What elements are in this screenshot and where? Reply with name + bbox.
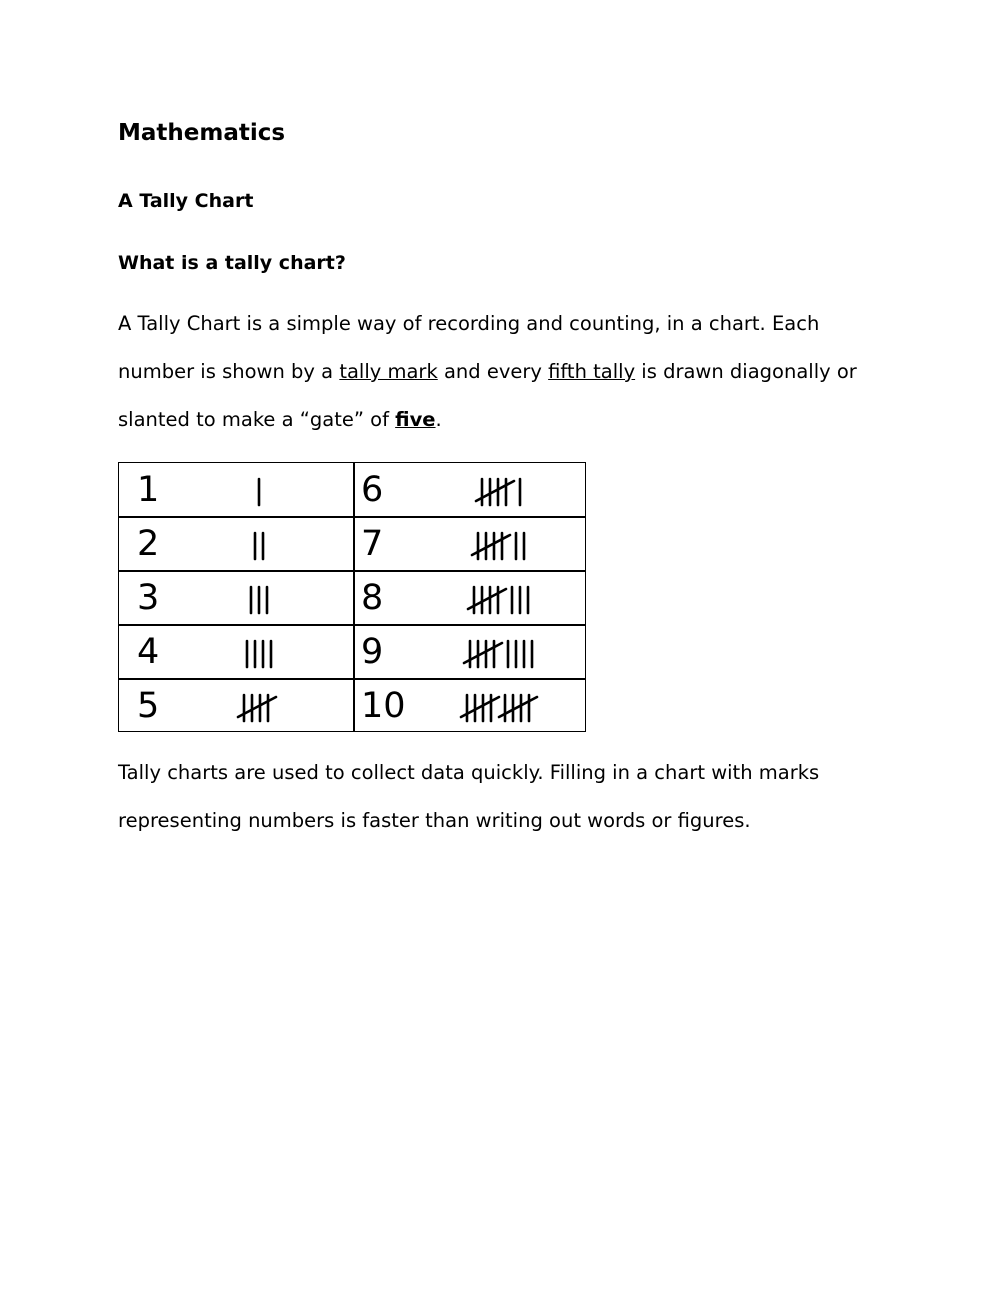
outro-paragraph: Tally charts are used to collect data quickly. Filling in a chart with marks representing numbers is faster than writing out words or figures. <box>118 761 820 832</box>
tally-marks <box>211 517 371 571</box>
tally-marks <box>211 571 371 625</box>
tally-number-cell <box>137 517 207 571</box>
tally-marks <box>445 679 605 733</box>
tally-number-cell <box>361 571 431 625</box>
intro-paragraph <box>118 300 898 444</box>
tally-number: 4 <box>137 631 160 672</box>
tally-number-cell <box>361 625 431 679</box>
tally-number-cell <box>361 463 431 517</box>
tally-marks <box>211 625 371 679</box>
tally-number: 8 <box>361 577 384 618</box>
tally-number: 3 <box>137 577 160 618</box>
tally-number: 5 <box>137 685 160 726</box>
tally-marks <box>211 679 371 733</box>
tally-number-cell <box>137 571 207 625</box>
tally-number-cell <box>137 463 207 517</box>
tally-number-cell <box>361 679 431 733</box>
intro-text-3: is drawn diagonally or slanted to make a “gate” of <box>118 360 857 431</box>
tally-number: 1 <box>137 469 160 510</box>
question-heading: What is a tally chart? <box>118 252 346 274</box>
tally-chart-table <box>118 462 586 732</box>
tally-marks <box>445 625 605 679</box>
tally-number: 9 <box>361 631 384 672</box>
tally-number: 2 <box>137 523 160 564</box>
tally-marks <box>211 463 371 517</box>
tally-marks <box>445 571 605 625</box>
tally-marks <box>445 517 605 571</box>
section-title: A Tally Chart <box>118 190 254 212</box>
tally-number-cell <box>137 625 207 679</box>
fifth-tally-term: fifth tally <box>548 360 636 383</box>
tally-number-cell <box>137 679 207 733</box>
page-title: Mathematics <box>118 120 286 146</box>
intro-text-4: . <box>435 408 442 431</box>
five-term: five <box>395 408 436 431</box>
tally-number: 10 <box>361 685 406 726</box>
tally-marks <box>445 463 605 517</box>
tally-number: 7 <box>361 523 384 564</box>
tally-number: 6 <box>361 469 384 510</box>
tally-mark-term: tally mark <box>339 360 438 383</box>
intro-text-1: A Tally Chart is a simple way of recording and counting, in a chart. Each number is shown by a <box>118 312 820 383</box>
intro-text-2: and every <box>437 360 549 383</box>
tally-number-cell <box>361 517 431 571</box>
